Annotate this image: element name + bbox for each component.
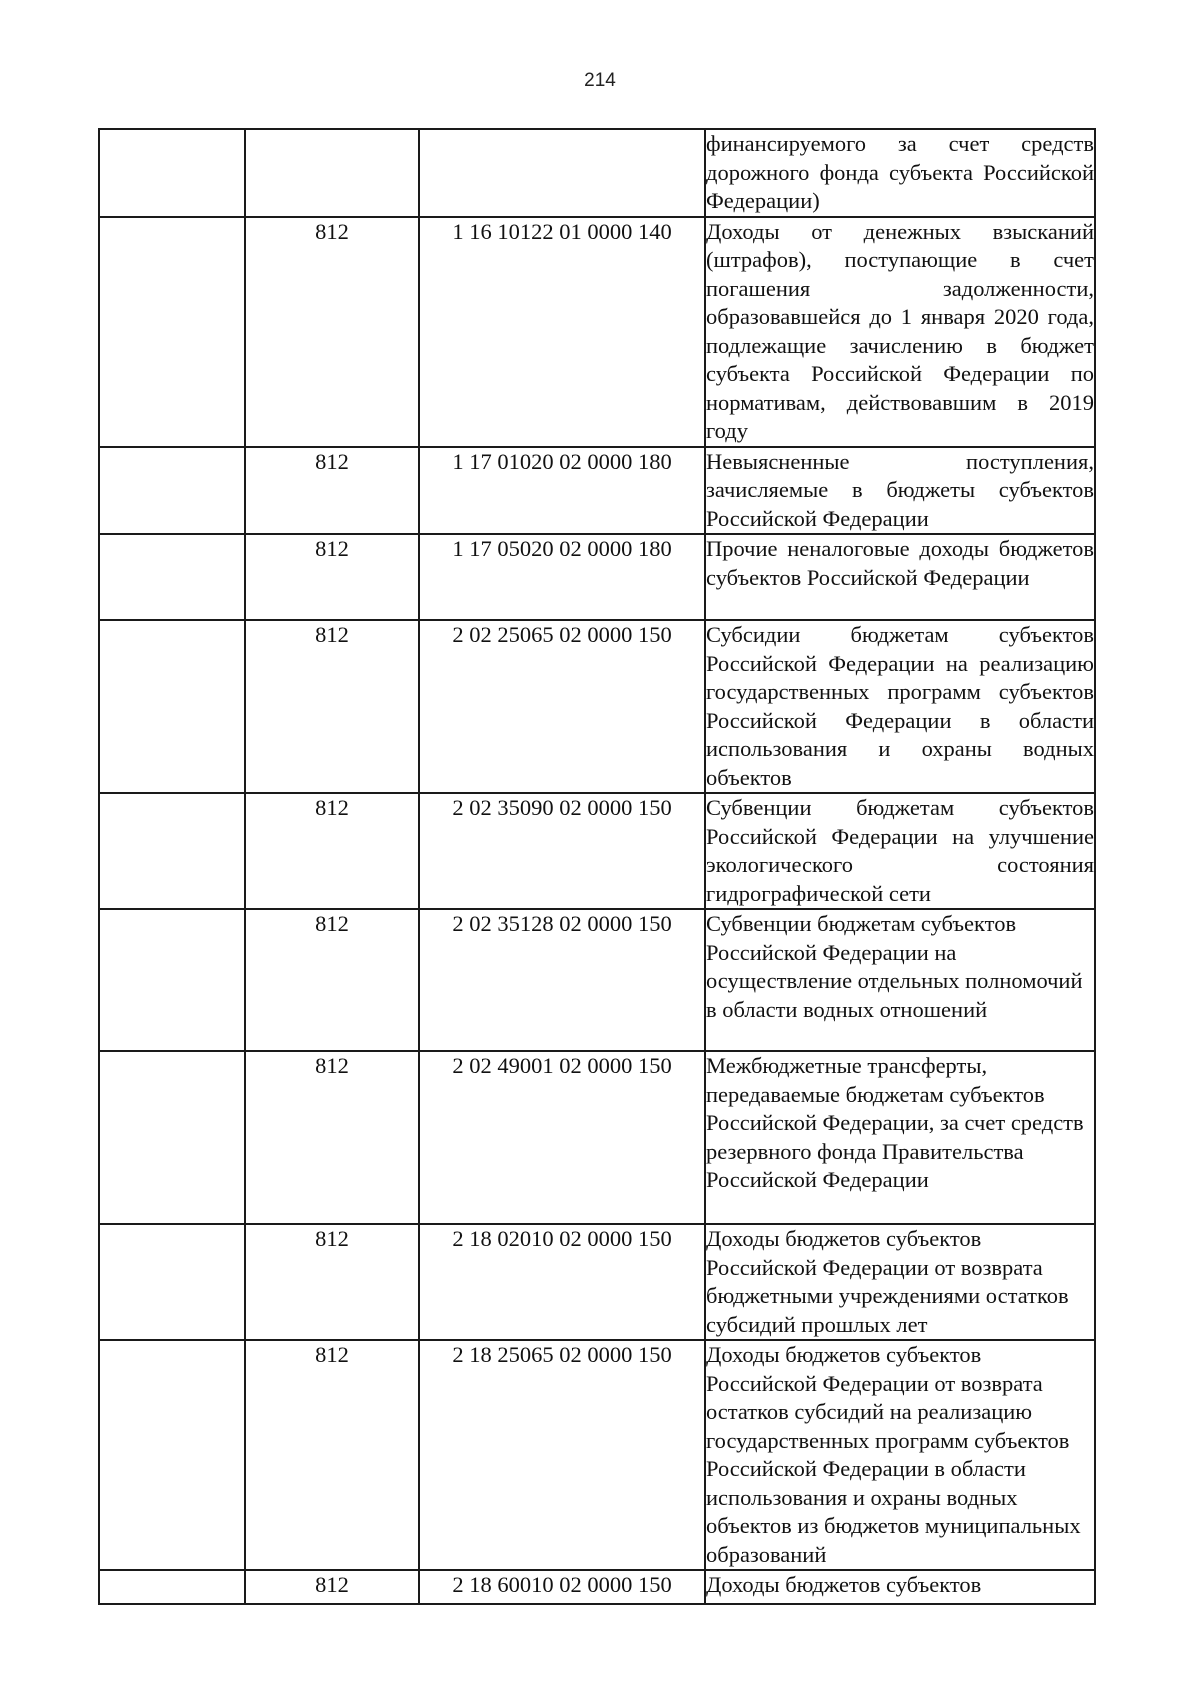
income-name-cell: финансируемого за счет средств дорожного фонда субъекта Российской Федерации) (705, 129, 1095, 217)
blank-cell (99, 1051, 245, 1224)
blank-cell (99, 620, 245, 793)
revenue-codes-table (98, 128, 1096, 1605)
admin-code-cell: 812 (245, 1051, 419, 1224)
blank-cell (99, 129, 245, 217)
table-row (99, 620, 1095, 793)
blank-cell (99, 1570, 245, 1604)
budget-code-cell: 2 02 35128 02 0000 150 (419, 909, 705, 1051)
income-name-cell: Доходы от денежных взысканий (штрафов), поступающие в счет погашения задолженности, образовавшейся до 1 января 2020 года, подлежащие зачислению в бюджет субъекта Российской Федерации по нормативам, действовавшим в 2019 году (705, 217, 1095, 447)
budget-code-cell: 1 16 10122 01 0000 140 (419, 217, 705, 447)
income-name-cell: Субвенции бюджетам субъектов Российской Федерации на улучшение экологического состояния гидрографической сети (705, 793, 1095, 909)
blank-cell (99, 793, 245, 909)
admin-code-cell: 812 (245, 447, 419, 535)
budget-code-cell: 2 02 35090 02 0000 150 (419, 793, 705, 909)
income-name-cell: Субвенции бюджетам субъектов Российской Федерации на осуществление отдельных полномочий в области водных отношений (705, 909, 1095, 1051)
budget-code-cell: 2 18 25065 02 0000 150 (419, 1340, 705, 1570)
admin-code-cell: 812 (245, 620, 419, 793)
income-name-cell: Доходы бюджетов субъектов Российской Федерации от возврата бюджетными учреждениями остатков субсидий прошлых лет (705, 1224, 1095, 1340)
table-row (99, 534, 1095, 620)
income-name-cell: Доходы бюджетов субъектов (705, 1570, 1095, 1604)
budget-code-cell: 2 02 25065 02 0000 150 (419, 620, 705, 793)
blank-cell (99, 1340, 245, 1570)
budget-code-cell: 2 18 60010 02 0000 150 (419, 1570, 705, 1604)
admin-code-cell: 812 (245, 909, 419, 1051)
admin-code-cell: 812 (245, 1340, 419, 1570)
admin-code-cell: 812 (245, 217, 419, 447)
table-row (99, 793, 1095, 909)
table-row (99, 129, 1095, 217)
page-number: 214 (584, 70, 616, 91)
blank-cell (99, 909, 245, 1051)
admin-code-cell: 812 (245, 534, 419, 620)
income-name-cell: Межбюджетные трансферты, передаваемые бюджетам субъектов Российской Федерации, за счет средств резервного фонда Правительства Российской Федерации (705, 1051, 1095, 1224)
budget-code-cell: 1 17 05020 02 0000 180 (419, 534, 705, 620)
admin-code-cell: 812 (245, 793, 419, 909)
income-name-cell: Субсидии бюджетам субъектов Российской Федерации на реализацию государственных программ субъектов Российской Федерации в области использования и охраны водных объектов (705, 620, 1095, 793)
table-row (99, 1340, 1095, 1570)
table-row (99, 447, 1095, 535)
table-row (99, 1051, 1095, 1224)
admin-code-cell: 812 (245, 1224, 419, 1340)
budget-code-cell: 2 02 49001 02 0000 150 (419, 1051, 705, 1224)
budget-code-cell (419, 129, 705, 217)
blank-cell (99, 534, 245, 620)
table-row (99, 217, 1095, 447)
blank-cell (99, 217, 245, 447)
blank-cell (99, 1224, 245, 1340)
blank-cell (99, 447, 245, 535)
income-name-cell: Доходы бюджетов субъектов Российской Федерации от возврата остатков субсидий на реализацию государственных программ субъектов Российской Федерации в области использования и охраны водных объектов из бюджетов муниципальных образований (705, 1340, 1095, 1570)
budget-code-cell: 2 18 02010 02 0000 150 (419, 1224, 705, 1340)
budget-code-cell: 1 17 01020 02 0000 180 (419, 447, 705, 535)
table-row (99, 1570, 1095, 1604)
admin-code-cell: 812 (245, 1570, 419, 1604)
table-row (99, 1224, 1095, 1340)
income-name-cell: Прочие неналоговые доходы бюджетов субъектов Российской Федерации (705, 534, 1095, 620)
table-row (99, 909, 1095, 1051)
admin-code-cell (245, 129, 419, 217)
income-name-cell: Невыясненные поступления, зачисляемые в бюджеты субъектов Российской Федерации (705, 447, 1095, 535)
